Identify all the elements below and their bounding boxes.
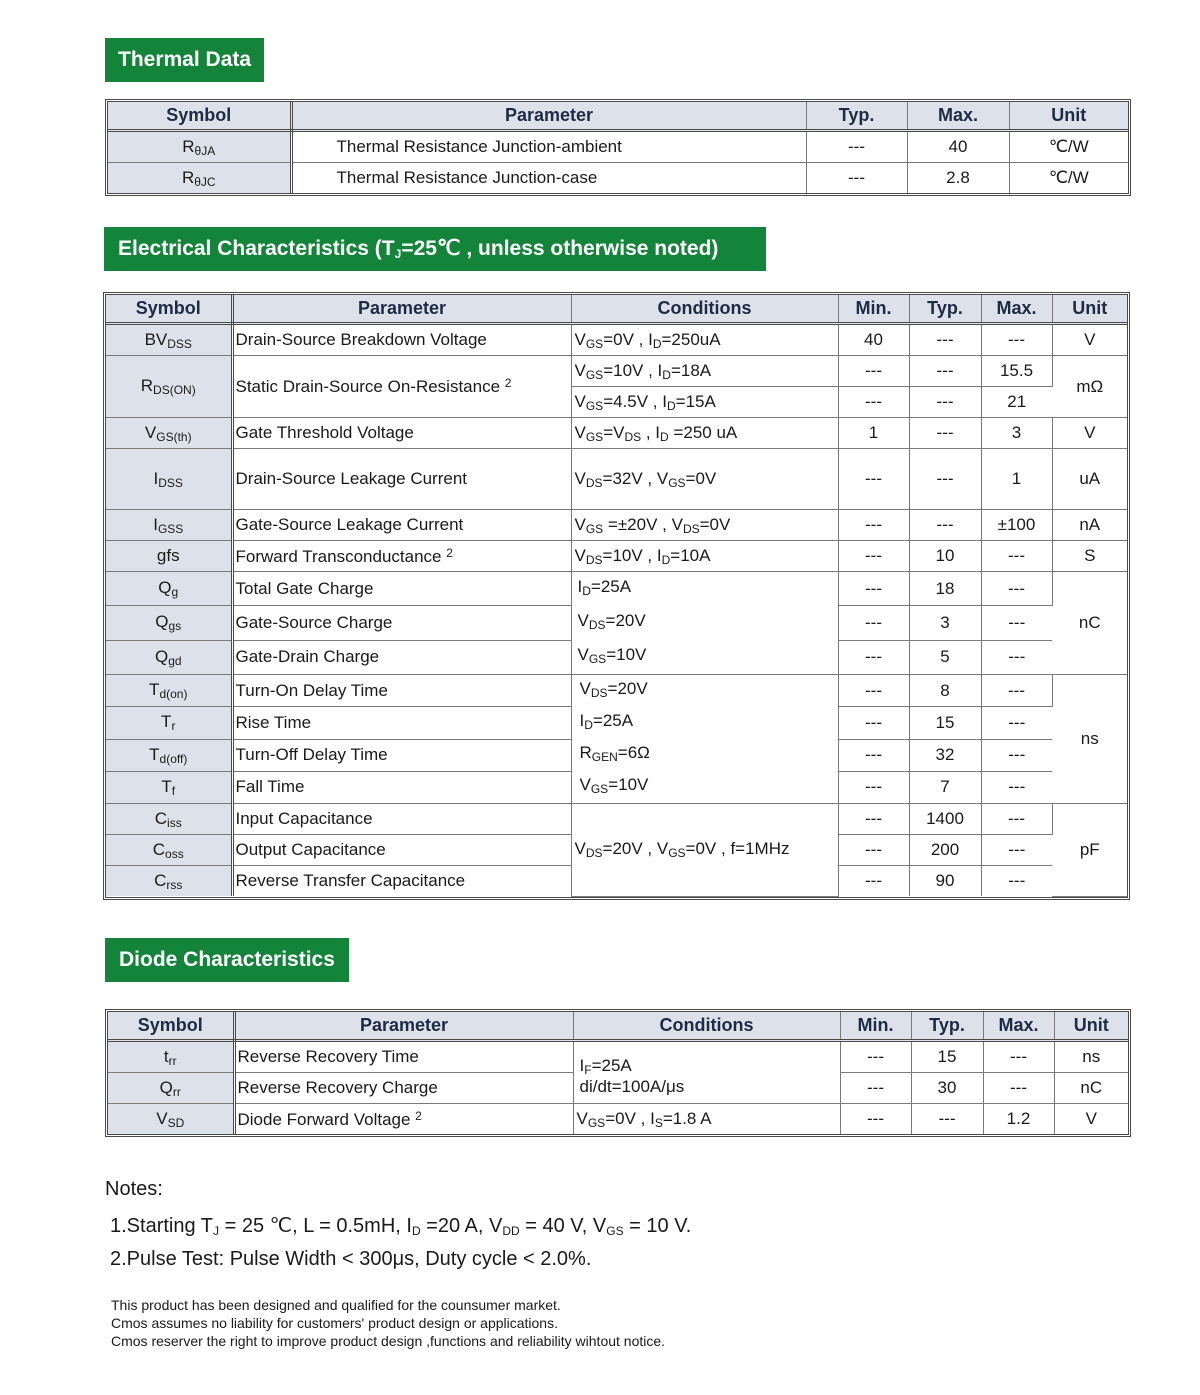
- typ-cell: 15: [911, 1041, 983, 1073]
- diode-table: [105, 1009, 1131, 1137]
- min-cell: ---: [838, 449, 909, 510]
- parameter-cell: Fall Time: [232, 771, 571, 803]
- conditions-cell: $V_{DS}=10V$ , $I_D=10A$: [571, 541, 838, 572]
- max-cell: ---: [981, 804, 1052, 835]
- max-cell: 15.5: [981, 356, 1052, 387]
- max-cell: 1.2: [983, 1104, 1054, 1135]
- min-cell: ---: [838, 866, 909, 897]
- parameter-cell: Thermal Resistance Junction-case: [291, 163, 806, 194]
- symbol-cell: $T_f$: [106, 771, 232, 803]
- typ-cell: ---: [909, 449, 981, 510]
- symbol-cell: $R_{DS(ON)}$: [106, 356, 232, 418]
- min-cell: ---: [838, 804, 909, 835]
- typ-cell: 1400: [909, 804, 981, 835]
- table-row: [106, 324, 1127, 356]
- unit-cell: V: [1052, 418, 1127, 449]
- min-cell: ---: [838, 675, 909, 707]
- table-row: [108, 1104, 1128, 1135]
- typ-cell: ---: [909, 387, 981, 418]
- symbol-cell: $Q_{gd}$: [106, 640, 232, 674]
- max-cell: 2.8: [907, 163, 1009, 194]
- min-cell: ---: [840, 1104, 911, 1135]
- typ-cell: ---: [806, 163, 907, 194]
- typ-cell: ---: [909, 356, 981, 387]
- header-max: Max.: [907, 102, 1009, 131]
- typ-cell: 3: [909, 606, 981, 640]
- max-cell: ---: [981, 771, 1052, 803]
- max-cell: ---: [981, 572, 1052, 606]
- header-min: Min.: [838, 295, 909, 324]
- conditions-cell: $V_{GS}=0V$ , $I_S=1.8$ A: [573, 1104, 840, 1135]
- typ-cell: ---: [911, 1104, 983, 1135]
- symbol-cell: $Q_g$: [106, 572, 232, 606]
- disclaimer-line: Cmos reserver the right to improve product design ,functions and reliability wihtout notice.: [111, 1333, 666, 1349]
- note-1: 1.Starting $T_J = 25$ ℃, L = 0.5mH, $I_D =20$ A, $V_{DD} = 40$ V, $V_{GS} = 10$ V.: [110, 1215, 692, 1238]
- max-cell: 21: [981, 387, 1052, 418]
- typ-cell: ---: [806, 131, 907, 163]
- unit-cell: nC: [1052, 572, 1127, 675]
- min-cell: ---: [838, 510, 909, 541]
- header-symbol: Symbol: [108, 102, 291, 131]
- typ-cell: ---: [909, 324, 981, 356]
- max-cell: ---: [981, 541, 1052, 572]
- max-cell: 3: [981, 418, 1052, 449]
- conditions-cell: $V_{DS}=32V$ , $V_{GS}=0V$: [571, 449, 838, 510]
- electrical-table: [103, 292, 1130, 900]
- parameter-cell: Output Capacitance: [232, 835, 571, 866]
- symbol-cell: $Q_{rr}$: [108, 1073, 234, 1104]
- table-row: [106, 510, 1127, 541]
- disclaimer-line: Cmos assumes no liability for customers' product design or applications.: [111, 1315, 558, 1331]
- parameter-cell: Gate-Source Leakage Current: [232, 510, 571, 541]
- table-row: [106, 449, 1127, 510]
- parameter-cell: Thermal Resistance Junction-ambient: [291, 131, 806, 163]
- notes-heading: Notes:: [105, 1178, 163, 1200]
- parameter-cell: Turn-Off Delay Time: [232, 739, 571, 771]
- header-unit: Unit: [1052, 295, 1127, 324]
- parameter-cell: Drain-Source Breakdown Voltage: [232, 324, 571, 356]
- header-unit: Unit: [1009, 102, 1128, 131]
- table-row: [108, 1041, 1128, 1073]
- min-cell: ---: [838, 771, 909, 803]
- header-max: Max.: [981, 295, 1052, 324]
- unit-cell: S: [1052, 541, 1127, 572]
- header-symbol: Symbol: [108, 1012, 234, 1041]
- symbol-cell: $BV_{DSS}$: [106, 324, 232, 356]
- max-cell: ---: [981, 606, 1052, 640]
- min-cell: ---: [838, 640, 909, 674]
- unit-cell: V: [1052, 324, 1127, 356]
- max-cell: ---: [981, 707, 1052, 739]
- symbol-cell: $C_{rss}$: [106, 866, 232, 897]
- typ-cell: ---: [909, 510, 981, 541]
- table-row: [106, 572, 1127, 606]
- symbol-cell: $T_r$: [106, 707, 232, 739]
- symbol-cell: $I_{GSS}$: [106, 510, 232, 541]
- conditions-cell: $V_{GS}=4.5V$ , $I_D=15A$: [571, 387, 838, 418]
- electrical-section-title: Electrical Characteristics ($T_J=25℃$ , unless otherwise noted): [104, 227, 766, 271]
- typ-cell: 15: [909, 707, 981, 739]
- symbol-cell: $R_{\theta JA}$: [108, 131, 291, 163]
- unit-cell: mΩ: [1052, 356, 1127, 418]
- table-row: [108, 163, 1128, 194]
- min-cell: ---: [838, 541, 909, 572]
- header-conditions: Conditions: [571, 295, 838, 324]
- conditions-cell: $I_F=25A$ di/dt=100A/μs: [573, 1041, 840, 1104]
- max-cell: ---: [983, 1041, 1054, 1073]
- typ-cell: 18: [909, 572, 981, 606]
- symbol-cell: $I_{DSS}$: [106, 449, 232, 510]
- parameter-cell: Reverse Transfer Capacitance: [232, 866, 571, 897]
- header-typ: Typ.: [911, 1012, 983, 1041]
- parameter-cell: Gate-Drain Charge: [232, 640, 571, 674]
- header-max: Max.: [983, 1012, 1054, 1041]
- table-row: [106, 804, 1127, 835]
- max-cell: ±100: [981, 510, 1052, 541]
- symbol-cell: $V_{GS(th)}$: [106, 418, 232, 449]
- symbol-cell: $T_{d(on)}$: [106, 675, 232, 707]
- parameter-cell: Reverse Recovery Time: [234, 1041, 573, 1073]
- max-cell: ---: [981, 324, 1052, 356]
- parameter-cell: Gate-Source Charge: [232, 606, 571, 640]
- max-cell: ---: [981, 739, 1052, 771]
- unit-cell: V: [1085, 1109, 1097, 1128]
- parameter-cell: Gate Threshold Voltage: [232, 418, 571, 449]
- typ-cell: ---: [909, 418, 981, 449]
- symbol-cell: $R_{\theta JC}$: [108, 163, 291, 194]
- max-cell: 1: [981, 449, 1052, 510]
- parameter-cell: Rise Time: [232, 707, 571, 739]
- symbol-cell: $C_{oss}$: [106, 835, 232, 866]
- min-cell: ---: [838, 835, 909, 866]
- symbol-cell: $T_{d(off)}$: [106, 739, 232, 771]
- conditions-cell: $V_{GS}=0V$ , $I_D=250uA$: [571, 324, 838, 356]
- header-min: Min.: [840, 1012, 911, 1041]
- symbol-cell: $V_{SD}$: [108, 1104, 234, 1135]
- symbol-cell: $C_{iss}$: [106, 804, 232, 835]
- unit-cell: nA: [1052, 510, 1127, 541]
- max-cell: ---: [1008, 871, 1026, 890]
- header-parameter: Parameter: [291, 102, 806, 131]
- min-cell: ---: [838, 606, 909, 640]
- min-cell: ---: [838, 356, 909, 387]
- table-row: [108, 131, 1128, 163]
- parameter-cell: Turn-On Delay Time: [232, 675, 571, 707]
- parameter-cell: Static Drain-Source On-Resistance $^2$: [232, 356, 571, 418]
- conditions-cell: $V_{DS}=20V$ , $V_{GS}=0V$ , f=1MHz: [571, 804, 838, 897]
- typ-cell: 200: [909, 835, 981, 866]
- unit-cell: pF: [1052, 804, 1127, 897]
- note-2: 2.Pulse Test: Pulse Width < 300μs, Duty cycle < 2.0%.: [110, 1248, 592, 1270]
- min-cell: 1: [838, 418, 909, 449]
- unit-cell: ℃/W: [1048, 168, 1089, 187]
- parameter-cell: Input Capacitance: [232, 804, 571, 835]
- conditions-cell: $V_{GS}=10V$ , $I_D=18A$: [571, 356, 838, 387]
- typ-cell: 32: [909, 739, 981, 771]
- header-typ: Typ.: [806, 102, 907, 131]
- symbol-cell: $Q_{gs}$: [106, 606, 232, 640]
- min-cell: ---: [838, 387, 909, 418]
- disclaimer-line: This product has been designed and qualified for the counsumer market.: [111, 1297, 561, 1313]
- typ-cell: 5: [909, 640, 981, 674]
- unit-cell: nC: [1054, 1073, 1128, 1104]
- typ-cell: 30: [911, 1073, 983, 1104]
- unit-cell: ns: [1054, 1041, 1128, 1073]
- typ-cell: 7: [909, 771, 981, 803]
- typ-cell: 10: [909, 541, 981, 572]
- max-cell: ---: [981, 675, 1052, 707]
- symbol-cell: $t_{rr}$: [108, 1041, 234, 1073]
- table-row: [106, 356, 1127, 387]
- typ-cell: 8: [909, 675, 981, 707]
- parameter-cell: Reverse Recovery Charge: [234, 1073, 573, 1104]
- diode-section-title: Diode Characteristics: [105, 938, 349, 982]
- min-cell: ---: [838, 572, 909, 606]
- min-cell: ---: [840, 1073, 911, 1104]
- table-row: [106, 418, 1127, 449]
- min-cell: ---: [838, 707, 909, 739]
- max-cell: ---: [981, 835, 1052, 866]
- unit-cell: ℃/W: [1009, 131, 1128, 163]
- conditions-cell: $V_{GS}=V_{DS}$ , $I_D =250$ uA: [571, 418, 838, 449]
- max-cell: 40: [907, 131, 1009, 163]
- unit-cell: ns: [1052, 675, 1127, 804]
- max-cell: ---: [981, 640, 1052, 674]
- table-row: [106, 675, 1127, 707]
- parameter-cell: Forward Transconductance $^2$: [232, 541, 571, 572]
- table-row: [106, 541, 1127, 572]
- max-cell: ---: [983, 1073, 1054, 1104]
- min-cell: 40: [838, 324, 909, 356]
- header-symbol: Symbol: [106, 295, 232, 324]
- conditions-cell: $I_D=25A$ $V_{DS}=20V$ $V_{GS}=10V$: [571, 572, 838, 675]
- parameter-cell: Diode Forward Voltage $^2$: [234, 1104, 573, 1135]
- min-cell: ---: [840, 1041, 911, 1073]
- header-conditions: Conditions: [573, 1012, 840, 1041]
- header-unit: Unit: [1054, 1012, 1128, 1041]
- unit-cell: uA: [1052, 449, 1127, 510]
- conditions-cell: $V_{DS}=20V$ $I_D=25A$ $R_{GEN}=6\Omega$ $V_{GS}=10V$: [571, 675, 838, 804]
- conditions-cell: $V_{GS} =\pm 20V$ , $V_{DS}=0V$: [571, 510, 838, 541]
- header-parameter: Parameter: [234, 1012, 573, 1041]
- symbol-cell: gfs: [106, 541, 232, 572]
- parameter-cell: Drain-Source Leakage Current: [232, 449, 571, 510]
- parameter-cell: Total Gate Charge: [232, 572, 571, 606]
- header-typ: Typ.: [909, 295, 981, 324]
- min-cell: ---: [838, 739, 909, 771]
- thermal-table: [105, 99, 1131, 196]
- typ-cell: 90: [909, 866, 981, 897]
- thermal-section-title: Thermal Data: [105, 38, 264, 82]
- header-parameter: Parameter: [232, 295, 571, 324]
